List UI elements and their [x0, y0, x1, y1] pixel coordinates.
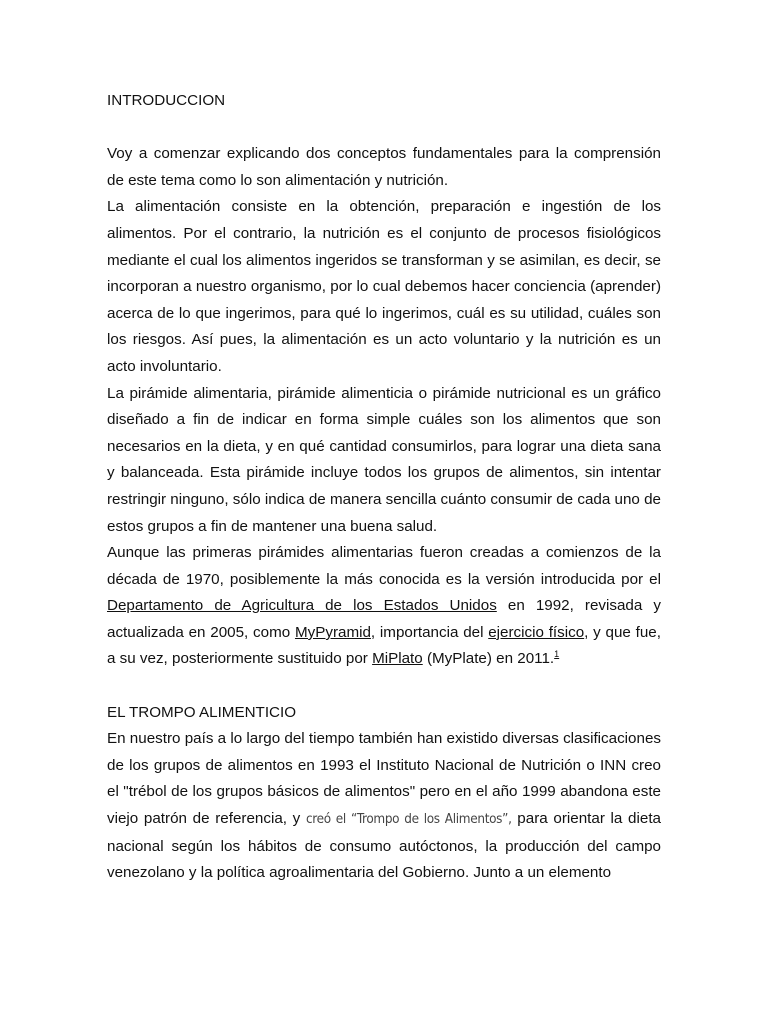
trompo-paragraph-1 [107, 726, 661, 887]
footnote-link[interactable]: 1 [554, 649, 560, 660]
trompo-heading: EL TROMPO ALIMENTICIO [107, 703, 297, 721]
intro-paragraph-3: La pirámide alimentaria, pirámide alimenticia o pirámide nutricional es un gráfico diseñado a fin de indicar en forma simple cuáles son los alimentos que son necesarios en la dieta, y en qué cantidad consumirlos, para lograr una dieta sana y balanceada. Esta pirámide incluye todos los grupos de alimentos, sin intentar restringir ninguno, sólo indica de manera sencilla cuánto consumir de cada uno de estos grupos a fin de mantener una buena salud. [107, 384, 661, 535]
text-segment: Aunque las primeras pirámides alimentarias fueron creadas a comienzos de la década de 1970, posiblemente la más conocida es la versión introducida por el [107, 544, 661, 588]
text-segment: , importancia del [370, 623, 489, 641]
text-segment: para orientar la dieta nacional según los hábitos de consumo autóctonos, la producción del campo venezolano y la política agroalimentaria del Gobierno. Junto a un elemento [107, 810, 661, 882]
link-miplato[interactable]: MiPlato [372, 650, 423, 668]
intro-paragraph-2: La alimentación consiste en la obtención, preparación e ingestión de los alimentos. Por el contrario, la nutrición es el conjunto de procesos fisiológicos mediante el cual los alimentos ingeridos se transforman y se asimilan, es decir, se incorporan a nuestro organismo, por lo cual debemos hacer conciencia (aprender) acerca de lo que ingerimos, para qué lo ingerimos, cuál es su utilidad, cuáles son los riesgos. Así pues, la alimentación es un acto voluntario y la nutrición es un acto involuntario. [107, 198, 661, 375]
link-ejercicio-fisico[interactable]: ejercicio físico [488, 623, 585, 641]
text-segment: (MyPlate) en 2011. [422, 650, 555, 668]
link-mypyramid[interactable]: MyPyramid [294, 623, 371, 641]
intro-heading: INTRODUCCION [107, 92, 226, 109]
intro-paragraph-1: Voy a comenzar explicando dos conceptos fundamentales para la comprensión de este tema como lo son alimentación y nutrición. [107, 145, 661, 189]
text-segment: En nuestro país a lo largo del tiempo también han existido diversas clasificaciones de los grupos de alimentos en 1993 el Instituto Nacional de Nutrición o INN creo el "trébol de los grupos básicos de alimentos" pero en el año 1999 abandona este viejo patrón de referencia, y [107, 730, 661, 828]
text-segment: en 1992, revisada y actualizada en 2005, como [107, 597, 661, 641]
document-page [107, 88, 661, 887]
text-segment-alt-font: creó el “Trompo de los Alimentos”, [305, 812, 512, 828]
link-usda[interactable]: Departamento de Agricultura de los Estados Unidos [107, 597, 497, 615]
text-segment: , y que fue, a su vez, posteriormente sustituido por [107, 623, 661, 668]
intro-paragraph-4 [107, 540, 661, 673]
